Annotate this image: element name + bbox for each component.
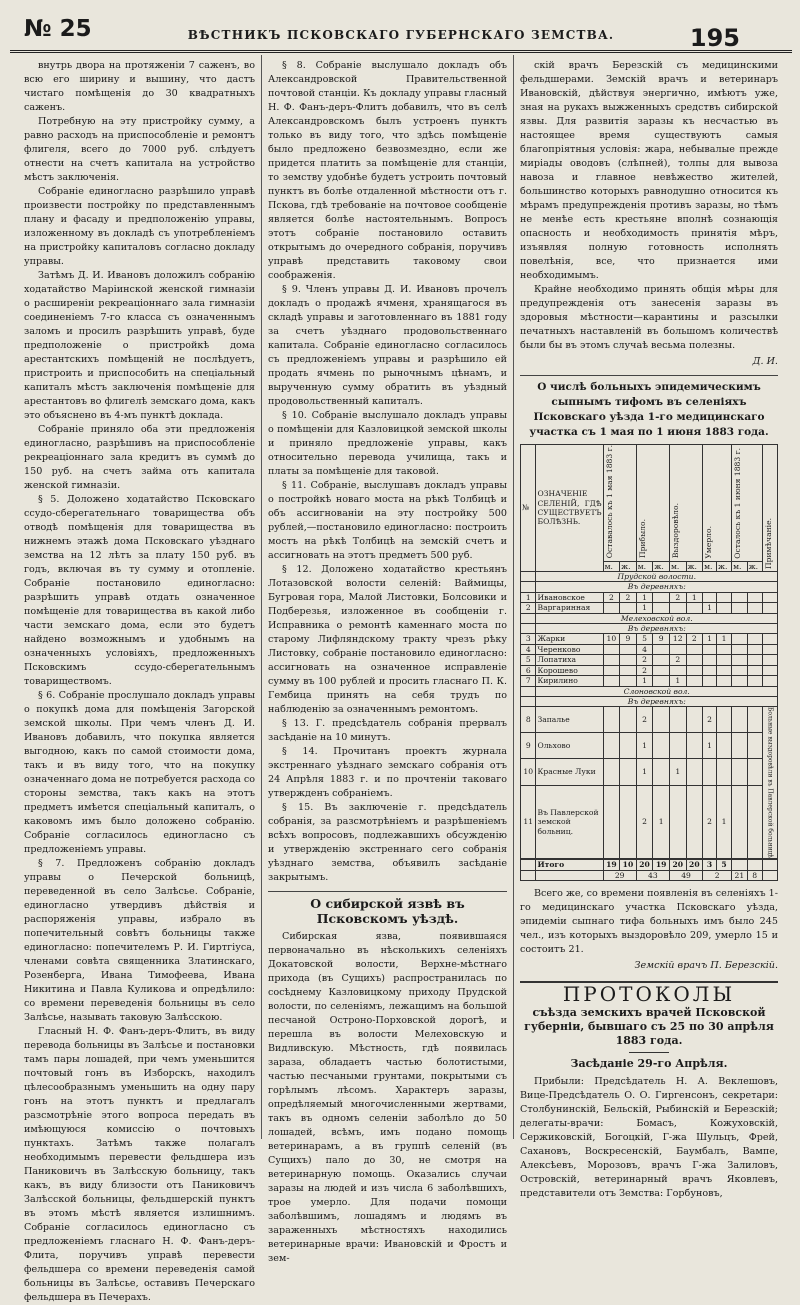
paragraph: § 14. Прочитанъ проектъ журнала экстреннаго уѣзднаго земскаго собранія отъ 24 Апрѣля 1883 г. и по прочтеніи таковаго утвержденъ собраніемъ. (268, 746, 507, 799)
table-group-row: Мелеховской вол. (521, 613, 778, 623)
table-header-cell: № (521, 445, 536, 572)
paragraph: Крайне необходимо принять общія мѣры для предупрежденія отъ занесенія заразы въ здоровыя мѣстности—карантины и разсылки печатныхъ наставленій въ большомъ количествѣ были бы въ этомъ случаѣ весьма полезны. (520, 284, 778, 351)
table-row: 11 Въ Павлерской земской больниц. 2 1 2 1 (521, 785, 778, 859)
paragraph: § 11. Собраніе, выслушавъ докладъ управы о постройкѣ новаго моста на рѣкѣ Толбицѣ и объ ассигнованіи на эту постройку 500 рублей,—постановило единогласно: построить мостъ на рѣкѣ Толбицѣ на земскій счетъ и ассигновать на этотъ предметъ 500 руб. (268, 480, 507, 561)
gender-header: м. (669, 561, 686, 571)
paragraph: Собраніе единогласно разрѣшило управѣ произвести постройку по представленнымъ плану и фасаду и предположенію управы, изложенному въ докладѣ съ употребленіемъ на пристройку капиталовъ согласно докладу управы. (24, 186, 255, 267)
table-sum-row: 29 43 49 2 21 8 (521, 870, 778, 880)
paragraph: § 5. Доложено ходатайство Псковскаго ссудо-сберегательнаго товарищества объ отводѣ помѣщенія для товарищества въ нижнемъ этажѣ дома Псковскаго уѣзднаго земства на 12 лѣтъ за плату 150 руб. въ годъ, включая въ ту сумму и отопленіе. Собраніе постановило единогласно: разрѣшить управѣ отдать означенное помѣщеніе для товарищества въ какой либо части земскаго дома, если это будетъ найдено возможнымъ и удобнымъ на означенныхъ условіяхъ, предложенныхъ Псковскимъ ссудо-сберегательнымъ товариществомъ. (24, 494, 255, 687)
session-text: Прибыли: Предсѣдатель Н. А. Веклешовъ, Вице-Предсѣдатель О. О. Гиргенсонъ, секретари: Столбунинскій, Бельскій, Рыбинскій и Березскій; делегаты-врачи: Бомасъ, Кожуховскій, Сержиковскій, Богоцкій, Г-жа Шульцъ, Фрей, Сахановъ, Воскресенскій, Баумбалъ, Вампе, Алексѣевъ, Морозовъ, врачъ Г-жа Залиловъ, Островскій, ветеринарный врачъ Яковлевъ, представители отъ Земства: Горбуновъ, (520, 1076, 778, 1200)
gender-header: ж. (716, 561, 731, 571)
paragraph: Потребную на эту пристройку сумму, а равно расходъ на приспособленіе и ремонтъ флигеля, всего до 7000 руб. слѣдуетъ отнести на счетъ капитала на устройство мѣстъ заключенія. (24, 116, 255, 183)
epidemic-footnote: Всего же, со времени появленія въ селеніяхъ 1-го медицинскаго участка Псковскаго уѣзда, эпидеміи сыпнаго тифа больныхъ имъ было 245 чел., изъ которыхъ выздоровѣло 209, умерло 15 и состоитъ 21. (520, 888, 778, 956)
columns (24, 55, 778, 1303)
column-right (514, 55, 778, 1200)
table-row: 3 Жарки 10 9 5 9 12 2 1 1 (521, 634, 778, 644)
page-number: 195 (689, 24, 740, 52)
paragraph: § 7. Предложенъ собранію докладъ управы о Печерской больницѣ, переведенной въ село Залѣсье. Собраніе, единогласно утвердивъ дѣйствія и распоряженія управы, избрало въ попечительный совѣтъ больницы также единогласно: попечителемъ Р. И. Гиртгіуса, членами совѣта священника Златинскаго, Розенберга, Ивана Тимофеева, Ивана Никитина и Павла Куликова и опредѣлило: со времени переведенія больницы въ село Залѣсье, называть таковую Залѣсскою. (24, 858, 255, 1023)
gender-header: ж. (686, 561, 703, 571)
gender-header: ж. (653, 561, 670, 571)
table-group-row: Слоновской вол. (521, 686, 778, 696)
table-header-cell: ОЗНАЧЕНІЕ СЕЛЕНІЙ, ГДѢ СУЩЕСТВУЕТЪ БОЛѢЗНЬ. (536, 445, 603, 572)
gender-header: м. (703, 561, 717, 571)
column-middle (262, 55, 514, 1264)
paragraph: скій врачъ Березскій съ медицинскими фельдшерами. Земскій врачъ и ветеринаръ Ивановскій, дѣйствуя энергично, имѣютъ уже, зная на рукахъ выжженныхъ средствъ сибирской язвы. Для развитія заразы къ несчастью въ настоящее время существуютъ самыя благопріятныя условія: жара, небывалые прежде миріады оводовъ (слѣпней), толпы для вывоза навоза и главное невѣжество жителей, большинство которыхъ равнодушно относится къ мѣрамъ предупрежденія противъ заразы, но тѣмъ не менѣе есть крестьяне вполнѣ сознающія опасность и необходимость принятія мѣръ, изъявляя полную готовность исполнять повелѣнія, все, что признается ими необходимымъ. (520, 60, 778, 281)
paragraph: Затѣмъ Д. И. Ивановъ доложилъ собранію ходатайство Маріинской женской гимназіи о расширеніи рекреаціоннаго зала гимназіи соединеніемъ 7-го класса съ означеннымъ заломъ и просилъ разрѣшить управѣ, буде предположеніе о пристройкѣ дома арестантскихъ помѣщеній не послѣдуетъ, пристроить и приспособить на спеціальный капиталъ мѣстъ заключенія помѣщеніе для арестантовъ во флигелѣ земскаго дома, какъ это объяснено въ 4-мъ пунктѣ доклада. (24, 270, 255, 421)
table-group-row: Въ деревняхъ: (521, 624, 778, 634)
gender-header: ж. (620, 561, 637, 571)
meeting-minutes-continued (268, 59, 507, 885)
paragraph: внутрь двора на протяженіи 7 саженъ, во всю его ширину и вышину, что дастъ чистаго помѣщенія до 30 квадратныхъ саженъ. (24, 60, 255, 113)
table-row: 7 Кирилино 1 1 (521, 676, 778, 686)
page-header (10, 6, 792, 53)
anthrax-article-end (520, 59, 778, 353)
journal-title: ВѢСТНИКЪ ПСКОВСКАГО ГУБЕРНСКАГО ЗЕМСТВА. (187, 28, 615, 42)
article-signature: Д. И. (752, 356, 778, 367)
protocols-title: ПРОТОКОЛЫ (520, 981, 778, 1002)
table-total-row: Итого 19 10 20 19 20 20 3 5 (521, 859, 778, 870)
table-row: 9 Ольхово 1 1 (521, 733, 778, 759)
table-header-cell: Прибыло. (636, 445, 669, 562)
paragraph: § 13. Г. предсѣдатель собранія прервалъ засѣданіе на 10 минутъ. (268, 718, 507, 743)
gender-header: ж. (747, 561, 762, 571)
paragraph: Собраніе приняло оба эти предложенія единогласно, разрѣшивъ на приспособленіе рекреаціоннаго зала кредитъ въ суммѣ до 150 руб. на счетъ займа отъ капитала женской гимназіи. (24, 424, 255, 491)
paragraph: Сибирская язва, появившаяся первоначально въ нѣсколькихъ селеніяхъ Докатовской волости, Верхне-мѣстнаго прихода (въ Сущихъ) распространилась по сосѣднему Казловицкому приходу Прудской волости, по селеніямъ, лежащимъ на большой песчаной Остроно-Порховской дорогѣ, и перешла въ волости Мелеховскую и Видливскую. Мѣстность, гдѣ появилась зараза, обладаетъ частью болотистыми, частью песчаными грунтами, покрытыми съ горѣлымъ лѣсомъ. Характеръ заразы, опредѣляемый многочисленными жертвами, такъ въ одномъ селеніи заболѣло до 50 лошадей, всѣмъ, имъ подано помощь ветеринарамъ, а въ группѣ селеній (въ Сущихъ) пало до 30, не смотря на ветеринарную помощь. Оказались случаи заразы на людей и изъ числа 6 заболѣвшихъ, трое умерло. Для подачи помощи заболѣвшимъ, лошадямъ и людямъ въ зараженныхъ мѣстностяхъ находились ветеринарные врачи: Ивановскій и Фростъ и зем- (268, 931, 507, 1264)
paragraph: Гласный Н. Ф. Фанъ-деръ-Флитъ, въ виду перевода больницы въ Залѣсье и постановки тамъ пары лошадей, при чемъ уменьшится почтовый гонъ въ Изборскъ, находилъ цѣлесообразнымъ уменьшить на одну пару гонъ на этотъ пунктъ и предлагалъ разсмотрѣніе этого вопроса передать въ имѣющуюся комиссію о почтовыхъ пунктахъ. Затѣмъ также полагалъ необходимымъ перевести фельдшера изъ Паниковичъ въ Залѣсскую больницу, такъ какъ, въ виду близости отъ Паниковичъ Залѣсской больницы, фельдшерскій пунктъ въ этомъ мѣстѣ является излишнимъ. Собраніе согласилось единогласно съ предложеніемъ гласнаго Н. Ф. Фанъ-деръ-Флита, поручивъ управѣ перевести фельдшера со времени переведенія самой больницы въ Залѣсье, оставивъ Печерскаго фельдшера въ Печерахъ. (24, 1026, 255, 1303)
table-header-cell: Оставалось къ 1 мая 1883 г. (603, 445, 636, 562)
table-group-row: Въ деревняхъ: (521, 696, 778, 706)
table-row: 10 Красные Луки 1 1 (521, 759, 778, 785)
anthrax-article-body (268, 930, 507, 1266)
table-header-cell: Осталось къ 1 июня 1883 г. (732, 445, 763, 562)
paragraph: § 9. Членъ управы Д. И. Ивановъ прочелъ докладъ о продажѣ ячменя, хранящагося въ складѣ управы и заготовленнаго въ 1881 году за счетъ уѣзднаго продовольственнаго капитала. Собраніе единогласно согласилось съ предложеніемъ управы и разрѣшило ей продать ячмень по рыночнымъ цѣнамъ, и вырученную сумму обратить въ уѣздный продовольственный капиталъ. (268, 284, 507, 407)
table-group-row: Въ деревняхъ: (521, 582, 778, 592)
paragraph: § 8. Собраніе выслушало докладъ объ Александровской Правительственной почтовой станціи. Къ докладу управы гласный Н. Ф. Фанъ-деръ-Флитъ добавилъ, что въ селѣ Александровскомъ былъ устроенъ пунктъ только въ виду того, что здѣсь помѣщеніе было предложено безвозмездно, если же придется платить за помѣщеніе для станціи, то земству удобнѣе будетъ устроить почтовый пунктъ въ болѣе отдаленной мѣстности отъ г. Пскова, гдѣ требованіе на почтовое сообщеніе является болѣе настоятельнымъ. Вопросъ этотъ собраніе постановило оставить открытымъ до очередного собранія, поручивъ управѣ представить таковому свои соображенія. (268, 60, 507, 281)
table-header-cell: Примѣчаніе. (762, 445, 777, 572)
epidemic-table (520, 444, 778, 881)
table-header-cell: Выздоровѣло. (669, 445, 702, 562)
session-heading: Засѣданіе 29-го Апрѣля. (570, 1057, 728, 1071)
table-row: 1 Ивановское 2 2 1 2 1 (521, 592, 778, 602)
divider (629, 1052, 669, 1053)
table-row: 6 Корошево 2 (521, 665, 778, 675)
epidemic-heading: О числѣ больныхъ эпидемическимъ сыпнымъ тифомъ въ селеніяхъ Псковскаго уѣзда 1-го медицинскаго участка съ 1 мая по 1 июня 1883 года. (520, 375, 778, 440)
paragraph: § 6. Собраніе прослушало докладъ управы о покупкѣ дома для помѣщенія Загорской земской школы. При чемъ членъ Д. И. Ивановъ добавилъ, что покупка является выгодною, какъ по самой стоимости дома, такъ и въ виду того, что на покупку означеннаго дома не потребуется расхода со стороны земства, такъ какъ на этотъ предметъ имѣется спеціальный капиталъ, о каковомъ имъ было доложено собранію. Собраніе согласилось единогласно съ предложеніемъ управы. (24, 690, 255, 855)
table-row: 4 Черенково 4 (521, 644, 778, 654)
issue-number: № 25 (24, 16, 92, 42)
gender-header: м. (732, 561, 747, 571)
protocols-subtitle: съѣзда земскихъ врачей Псковской губерніи, бывшаго съ 25 по 30 апрѣля 1883 года. (524, 1006, 774, 1048)
column-left (24, 55, 262, 1303)
table-row: 5 Лопатиха 2 2 (521, 655, 778, 665)
doctor-signature: Земскій врачъ П. Березскій. (634, 960, 778, 972)
gender-header: м. (636, 561, 653, 571)
gender-header: м. (603, 561, 620, 571)
table-header-cell: Умерло. (703, 445, 732, 562)
paragraph: § 10. Собраніе выслушало докладъ управы о помѣщеніи для Казловицкой земской школы и приняло предложеніе управы, какъ относительно перевода училища, такъ и платы за помѣщеніе для таковой. (268, 410, 507, 477)
table-row: 8 Запалье 2 2 Больные выздоровѣли въ Павлерской больницѣ (521, 707, 778, 733)
paragraph: § 15. Въ заключеніе г. предсѣдатель собранія, за разсмотрѣніемъ и разрѣшеніемъ всѣхъ вопросовъ, подлежавшихъ обсужденію и утвержденію экстреннаго сего собранія уѣзднаго земства, объявилъ засѣданіе закрытымъ. (268, 802, 507, 883)
table-group-row: Прудской волости. (521, 572, 778, 582)
table-row: 2 Варгаринная 1 1 (521, 603, 778, 613)
anthrax-article-heading: О сибирской язвѣ въ Псковскомъ уѣздѣ. (268, 891, 507, 926)
paragraph: § 12. Доложено ходатайство крестьянъ Лотазовской волости селеній: Ваймищы, Бугровая гора, Малой Листовки, Болсовики и Подберезья, изложенное въ сообщеніи г. Исправника о ремонтѣ каменнаго моста по старому Лифляндскому тракту чрезъ рѣку Листовку, собраніе постановило единогласно: ассигновать на означенное исправленіе сумму въ 100 рублей и просить гласнаго П. К. Гембица принять на себя трудъ по наблюденію за означеннымъ ремонтомъ. (268, 564, 507, 715)
